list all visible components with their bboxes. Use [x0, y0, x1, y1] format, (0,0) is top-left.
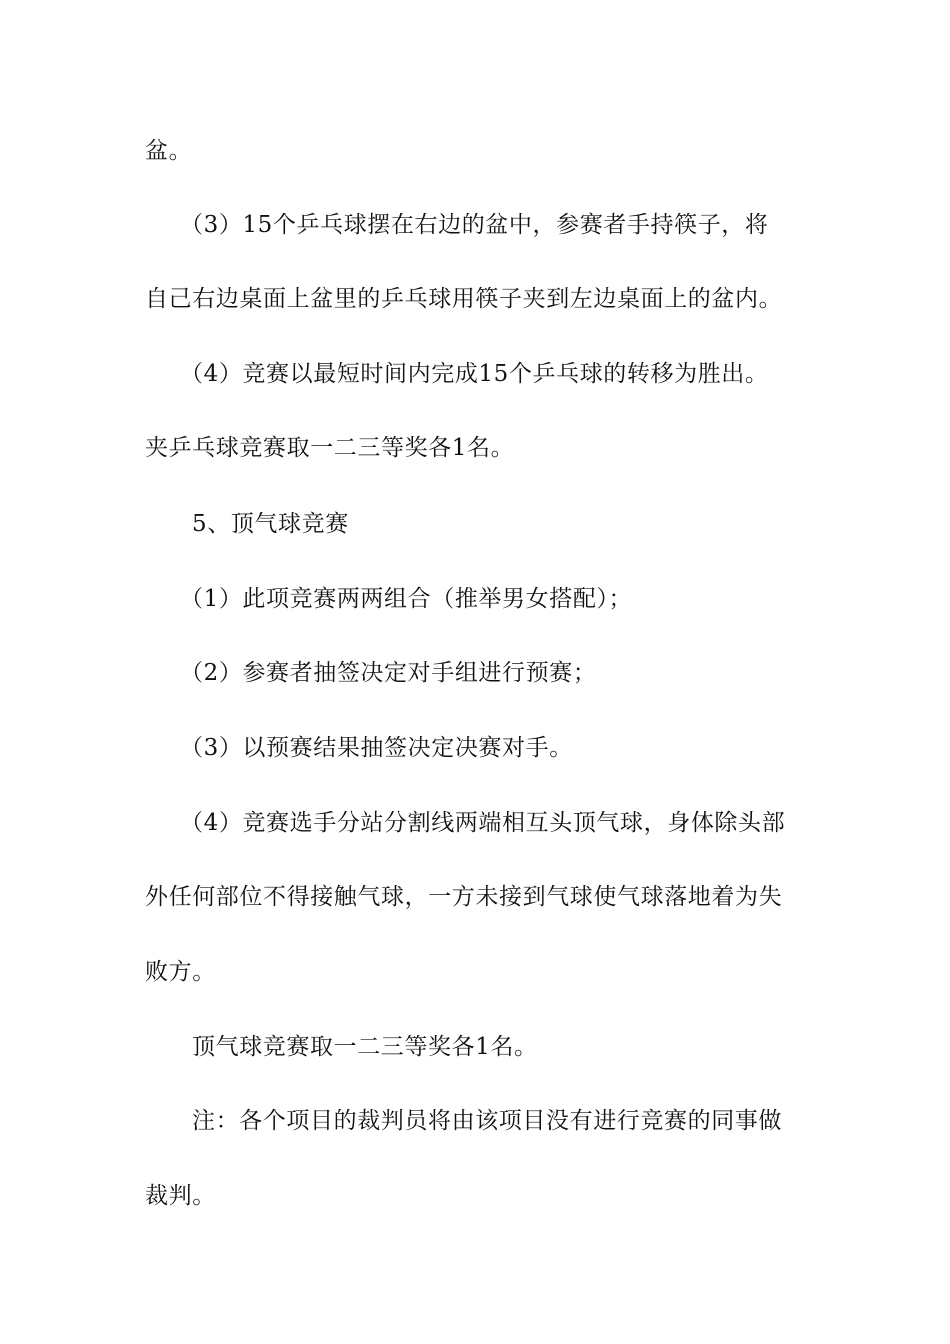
paragraph-line: 外任何部位不得接触气球，一方未接到气球使气球落地着为失 [145, 884, 783, 910]
paragraph-line: 盆。 [145, 138, 193, 164]
paragraph-line: （1）此项竞赛两两组合（推举男女搭配）； [180, 586, 633, 612]
paragraph-line: （3）15个乒乓球摆在右边的盆中，参赛者手持筷子，将 [180, 212, 769, 238]
paragraph-line: （4）竞赛以最短时间内完成15个乒乓球的转移为胜出。 [180, 361, 769, 387]
paragraph-line: 顶气球竞赛取一二三等奖各1名。 [192, 1034, 538, 1060]
paragraph-line: （2）参赛者抽签决定对手组进行预赛； [180, 660, 597, 686]
paragraph-line: 夹乒乓球竞赛取一二三等奖各1名。 [145, 435, 515, 461]
paragraph-line: （3）以预赛结果抽签决定决赛对手。 [180, 735, 573, 761]
paragraph-line: （4）竞赛选手分站分割线两端相互头顶气球，身体除头部 [180, 810, 786, 836]
paragraph-line: 败方。 [145, 959, 216, 985]
paragraph-line: 自己右边桌面上盆里的乒乓球用筷子夹到左边桌面上的盆内。 [145, 286, 783, 312]
section-heading: 5、顶气球竞赛 [192, 511, 349, 537]
note-line: 注：各个项目的裁判员将由该项目没有进行竞赛的同事做 [192, 1108, 782, 1134]
note-line: 裁判。 [145, 1183, 216, 1209]
